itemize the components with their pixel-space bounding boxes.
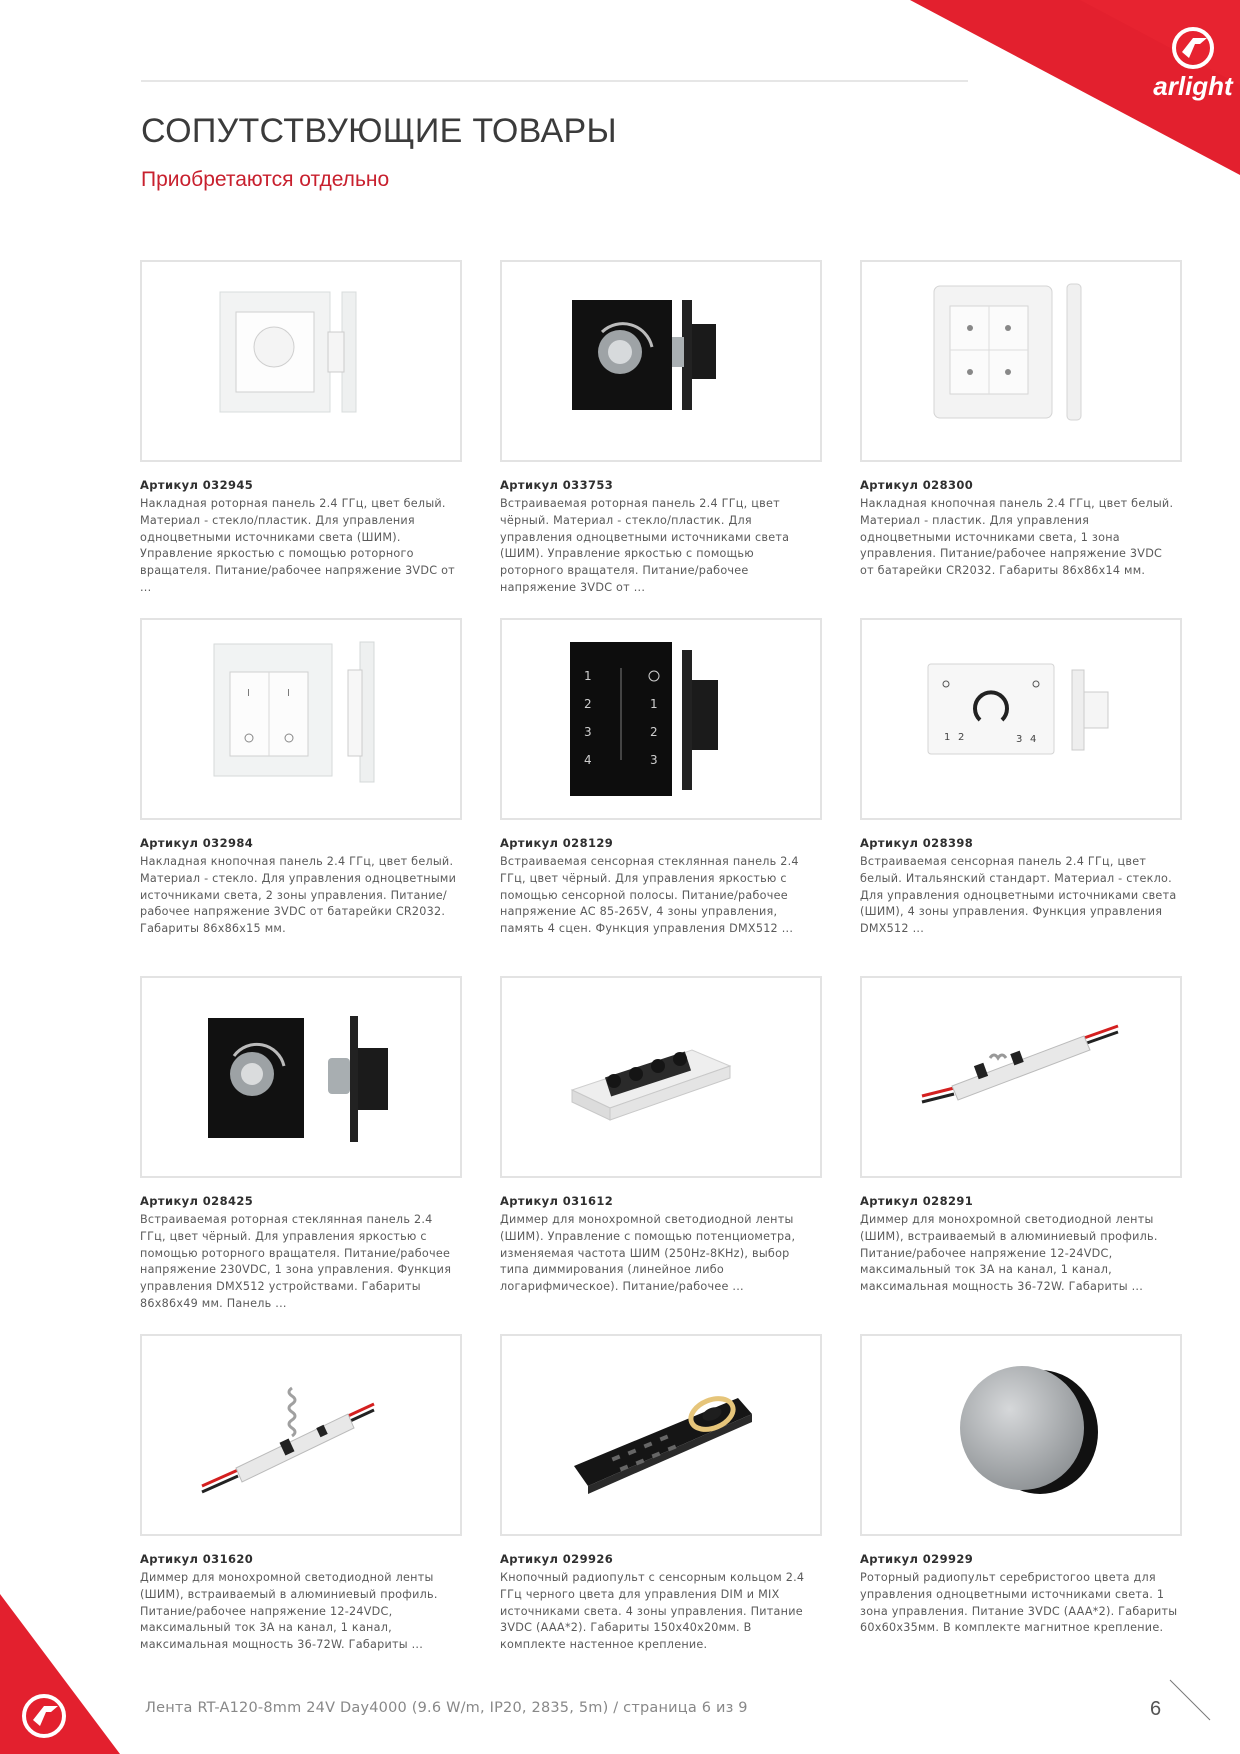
product-card[interactable] bbox=[500, 1334, 822, 1692]
product-image-profile-dimmer-board[interactable] bbox=[860, 976, 1182, 1178]
product-card[interactable] bbox=[860, 260, 1182, 618]
product-image-black-rotary-panel-230[interactable] bbox=[140, 976, 462, 1178]
product-article: Артикул 029926 bbox=[500, 1552, 614, 1566]
product-description: Встраиваемая сенсорная панель 2.4 ГГц, цвет белый. Итальянский стандарт. Материал - стекло. Для управления одноцветными источниками света (ШИМ), 4 зоны управления. Функция управления DMX512 ... bbox=[860, 855, 1177, 936]
product-card[interactable] bbox=[140, 976, 462, 1334]
product-image-white-button-panel-glass[interactable] bbox=[140, 618, 462, 820]
product-description: Диммер для монохромной светодиодной ленты (ШИМ). Управление с помощью потенциометра, изменяемая частота ШИМ (250Hz-8KHz), выбор типа диммирования (линейное либо логарифмическое). Питание/рабочее ... bbox=[500, 1213, 796, 1294]
product-description: Роторный радиопульт серебристогоо цвета для управления одноцветными источниками света. 1 зона управления. Питание 3VDC (AAA*2). Габариты 60x60x35мм. В комплекте магнитное крепление. bbox=[860, 1571, 1178, 1635]
svg-text:4: 4 bbox=[584, 753, 592, 767]
product-card[interactable] bbox=[500, 976, 822, 1334]
product-description: Накладная кнопочная панель 2.4 ГГц, цвет белый. Материал - пластик. Для управления одноцветными источниками света, 1 зона управления. Питание/рабочее напряжение 3VDC от батарейки CR2032. Габариты 86x86x14 мм. bbox=[860, 497, 1174, 578]
product-article: Артикул 028300 bbox=[860, 478, 974, 492]
page-subtitle: Приобретаются отдельно bbox=[141, 168, 390, 191]
product-image-black-rotary-panel[interactable] bbox=[500, 260, 822, 462]
product-description: Диммер для монохромной светодиодной ленты (ШИМ), встраиваемый в алюминиевый профиль. Питание/рабочее напряжение 12-24VDC, максимальный ток 3А на канал, 1 канал, максимальная мощность 36-72W. Габариты ... bbox=[140, 1571, 438, 1652]
product-description: Встраиваемая сенсорная стеклянная панель 2.4 ГГц, цвет чёрный. Для управления яркостью с помощью сенсорной полосы. Питание/рабочее напряжение AC 85-265V, 4 зоны управления, память 4 сцен. Функция управления DMX512 ... bbox=[500, 855, 799, 936]
product-image-black-touch-panel[interactable] bbox=[500, 618, 822, 820]
product-description: Кнопочный радиопульт с сенсорным кольцом 2.4 ГГц черного цвета для управления DIM и MIX источниками света. 4 зоны управления. Питание 3VDC (AAA*2). Габариты 150x40x20мм. В комплекте настенное крепление. bbox=[500, 1571, 805, 1652]
product-card[interactable] bbox=[140, 1334, 462, 1692]
product-article: Артикул 028425 bbox=[140, 1194, 254, 1208]
svg-text:2: 2 bbox=[584, 697, 592, 711]
product-article: Артикул 031620 bbox=[140, 1552, 254, 1566]
product-article: Артикул 028291 bbox=[860, 1194, 974, 1208]
product-article: Артикул 032984 bbox=[140, 836, 254, 850]
product-article: Артикул 028129 bbox=[500, 836, 614, 850]
product-article: Артикул 029929 bbox=[860, 1552, 974, 1566]
product-description: Диммер для монохромной светодиодной ленты (ШИМ), встраиваемый в алюминиевый профиль. Питание/рабочее напряжение 12-24VDC, максимальный ток 3А на канал, 1 канал, максимальная мощность 36-72W. Габариты ... bbox=[860, 1213, 1158, 1294]
product-description: Накладная кнопочная панель 2.4 ГГц, цвет белый. Материал - стекло. Для управления одноцветными источниками света, 2 зоны управления. Питание/рабочее напряжение 3VDC от батарейки CR2032. Габариты 86x86x15 мм. bbox=[140, 855, 457, 936]
product-card[interactable] bbox=[500, 260, 822, 618]
brand-corner-logo bbox=[910, 0, 1240, 175]
product-image-black-remote[interactable] bbox=[500, 1334, 822, 1536]
svg-text:I: I bbox=[247, 688, 250, 699]
product-image-profile-dimmer-board-spring[interactable] bbox=[140, 1334, 462, 1536]
svg-text:1: 1 bbox=[650, 697, 658, 711]
product-card[interactable] bbox=[860, 618, 1182, 976]
product-card[interactable] bbox=[140, 618, 462, 976]
product-image-dimmer-box[interactable] bbox=[500, 976, 822, 1178]
brand-corner-bottom bbox=[0, 1594, 120, 1754]
product-image-silver-rotary-remote[interactable] bbox=[860, 1334, 1182, 1536]
brand-wordmark: arlight bbox=[1153, 71, 1233, 101]
page-number: 6 bbox=[1150, 1698, 1162, 1720]
page-corner-line bbox=[1168, 1678, 1212, 1722]
product-description: Накладная роторная панель 2.4 ГГц, цвет белый. Материал - стекло/пластик. Для управления одноцветными источниками света (ШИМ). Управление яркостью с помощью роторного вращателя. Питание/рабочее напряжение 3VDC от ... bbox=[140, 497, 455, 594]
product-description: Встраиваемая роторная стеклянная панель 2.4 ГГц, цвет чёрный. Для управления яркостью с помощью роторного вращателя. Питание/рабочее напряжение 230VDC, 1 зона управления. Функция управления DMX512 устройствами. Габариты 86x86x49 мм. Панель ... bbox=[140, 1213, 452, 1310]
product-article: Артикул 028398 bbox=[860, 836, 974, 850]
svg-text:3: 3 bbox=[1016, 734, 1023, 745]
svg-text:I: I bbox=[287, 688, 290, 699]
product-card[interactable] bbox=[500, 618, 822, 976]
product-article: Артикул 032945 bbox=[140, 478, 254, 492]
svg-text:3: 3 bbox=[584, 725, 592, 739]
product-article: Артикул 033753 bbox=[500, 478, 614, 492]
header-rule bbox=[141, 80, 968, 82]
product-card[interactable] bbox=[140, 260, 462, 618]
svg-text:4: 4 bbox=[1030, 734, 1037, 745]
product-image-white-touch-ring-panel[interactable] bbox=[860, 618, 1182, 820]
product-grid bbox=[140, 260, 1182, 1692]
svg-text:2: 2 bbox=[958, 732, 965, 743]
footer-document-info: Лента RT-A120-8mm 24V Day4000 (9.6 W/m, IP20, 2835, 5m) / страница 6 из 9 bbox=[145, 1700, 748, 1716]
svg-text:2: 2 bbox=[650, 725, 658, 739]
product-image-white-button-panel-4[interactable] bbox=[860, 260, 1182, 462]
product-card[interactable] bbox=[860, 1334, 1182, 1692]
product-image-white-rotary-panel[interactable] bbox=[140, 260, 462, 462]
product-description: Встраиваемая роторная панель 2.4 ГГц, цвет чёрный. Материал - стекло/пластик. Для управления одноцветными источниками света (ШИМ). Управление яркостью с помощью роторного вращателя. Питание/рабочее напряжение 3VDC от ... bbox=[500, 497, 790, 594]
product-article: Артикул 031612 bbox=[500, 1194, 614, 1208]
page-title: СОПУТСТВУЮЩИЕ ТОВАРЫ bbox=[141, 112, 617, 150]
svg-text:1: 1 bbox=[584, 669, 592, 683]
svg-text:3: 3 bbox=[650, 753, 658, 767]
product-card[interactable] bbox=[860, 976, 1182, 1334]
svg-text:1: 1 bbox=[944, 732, 951, 743]
